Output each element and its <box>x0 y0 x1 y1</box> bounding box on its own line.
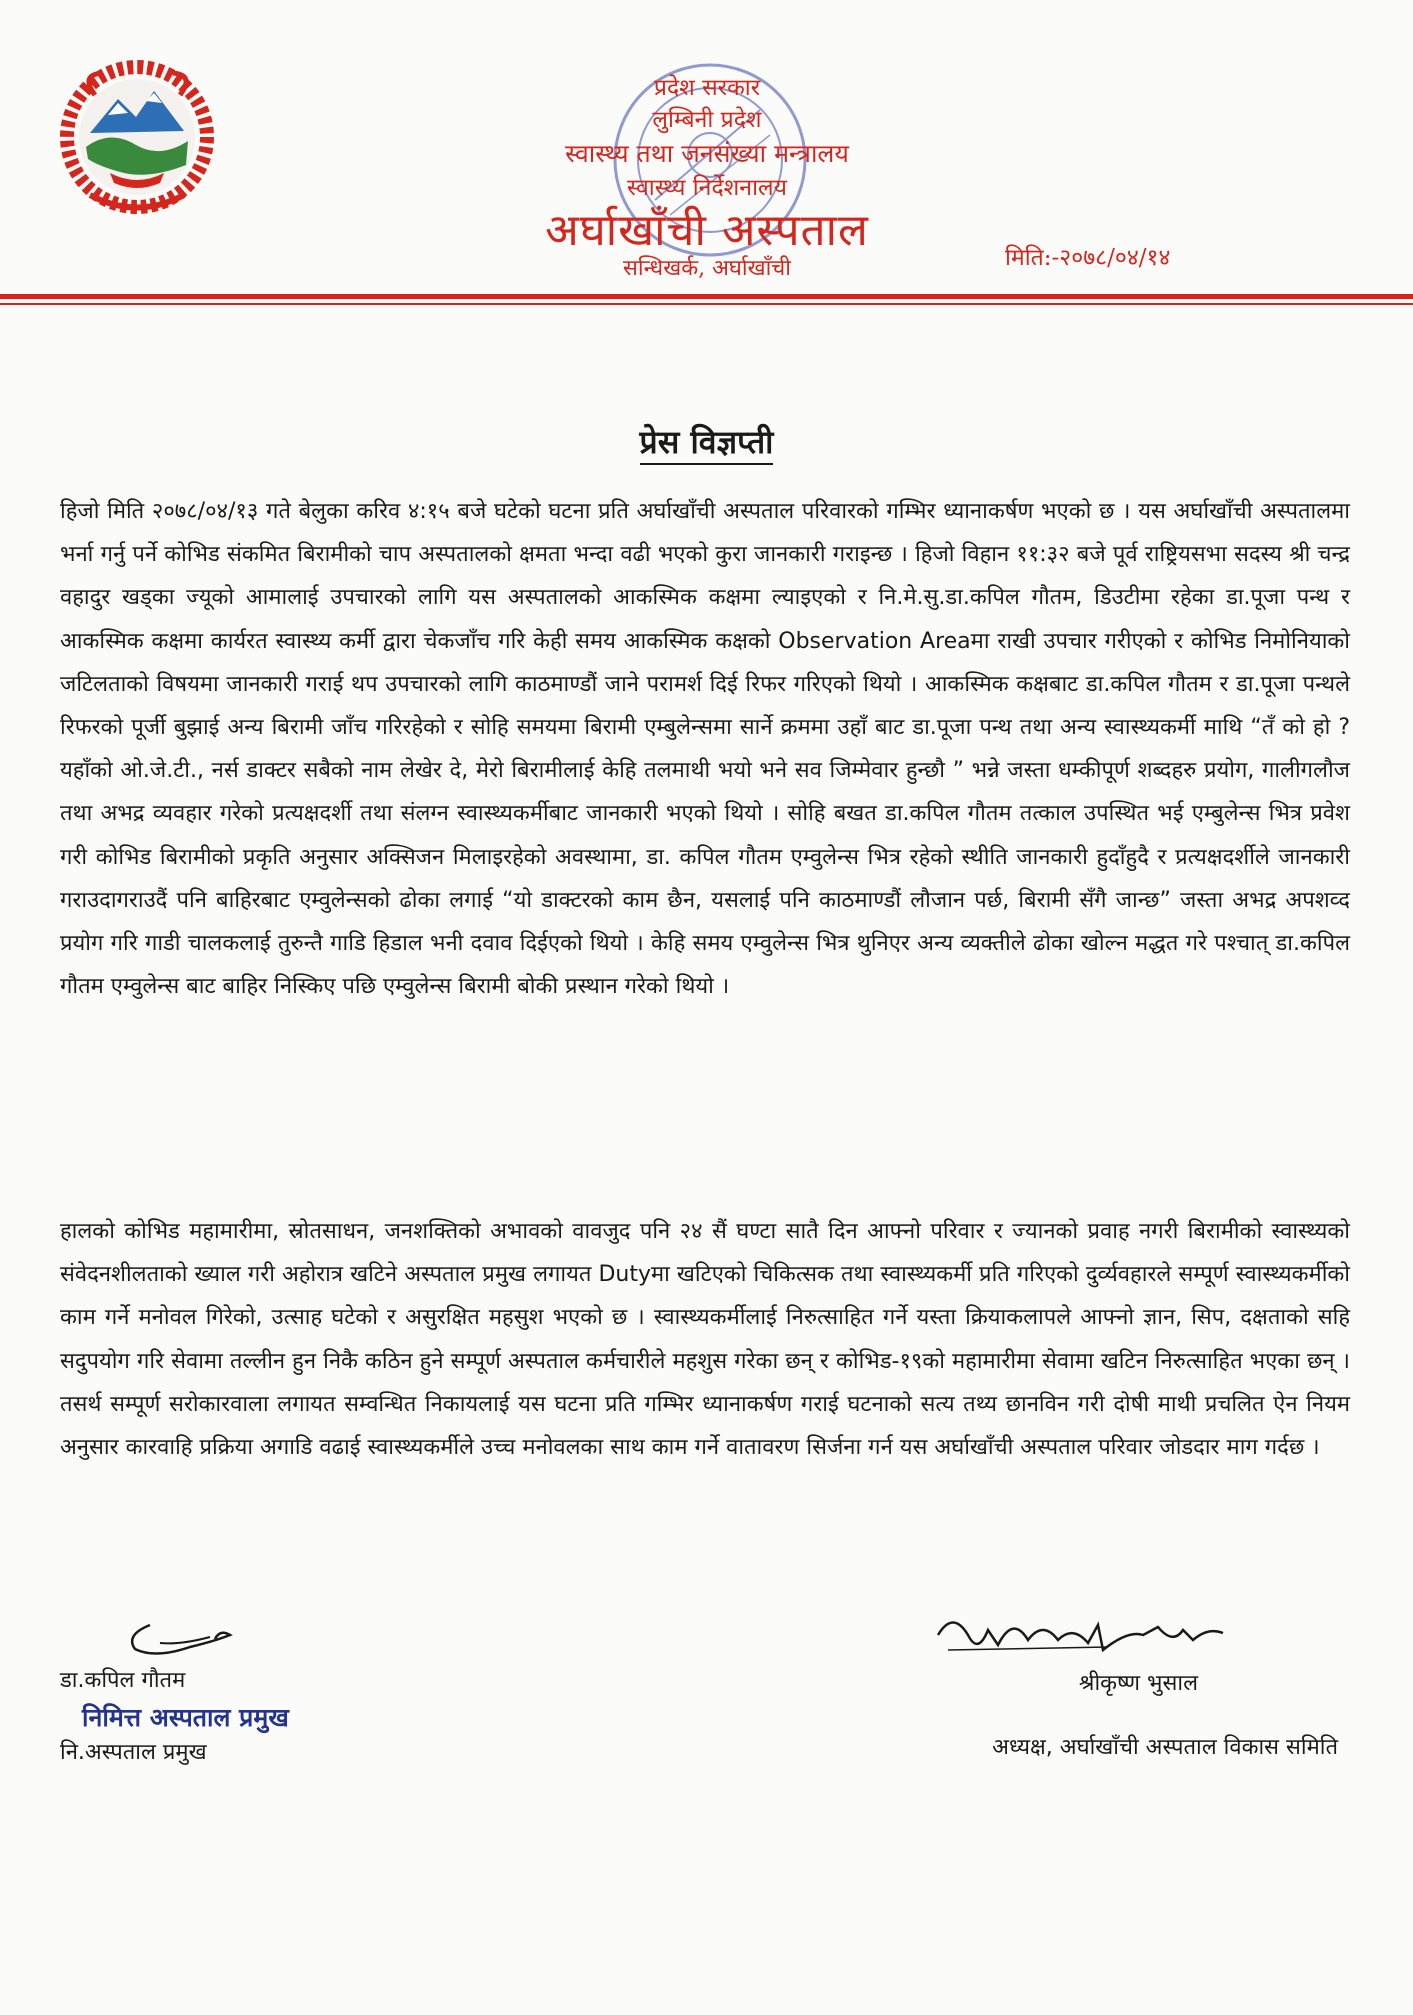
letterhead-government: प्रदेश सरकार <box>653 75 761 101</box>
document-title-wrapper <box>0 420 1413 463</box>
letterhead-divider-thin <box>0 303 1413 305</box>
body-paragraph-1: हिजो मिति २०७८/०४/१३ गते बेलुका करिव ४:१५ बजे घटेको घटना प्रति अर्घाखाँची अस्पताल परिवारको गम्भिर ध्यानाकर्षण भएको छ । यस अर्घाखाँची अस्पतालमा भर्ना गर्नु पर्ने कोभिड संकमित बिरामीको चाप अस्पतालको क्षमता भन्दा वढी भएको कुरा जानकारी गराइन्छ । हिजो विहान ११:३२ बजे पूर्व राष्ट्रियसभा सदस्य श्री चन्द्र वहादुर खड्का ज्यूको आमालाई उपचारको लागि यस अस्पतालको आकस्मिक कक्षमा ल्याइएको र नि.मे.सु.डा.कपिल गौतम, डिउटीमा रहेका डा.पूजा पन्थ र आकस्मिक कक्षमा कार्यरत स्वास्थ्य कर्मी द्वारा चेकजाँच गरि केही समय आकस्मिक कक्षको Observation Areaमा राखी उपचार गरीएको र कोभिड निमोनियाको जटिलताको विषयमा जानकारी गराई थप उपचारको लागि काठमाण्डौं जाने परामर्श दिई रिफर गरिएको थियो । आकस्मिक कक्षबाट डा.कपिल गौतम र डा.पूजा पन्थले रिफरको पूर्जी बुझाई अन्य बिरामी जाँच गरिरहेको र सोहि समयमा बिरामी एम्बुलेन्समा सार्ने क्रममा उहाँ बाट डा.पूजा पन्थ तथा अन्य स्वास्थ्यकर्मी माथि “तँ को हो ? यहाँको ओ.जे.टी., नर्स डाक्टर सबैको नाम लेखेर दे, मेरो बिरामीलाई केहि तलमाथी भयो भने सव जिम्मेवार हुन्छौ ” भन्ने जस्ता धम्कीपूर्ण शब्दहरु प्रयोग, गालीगलौज तथा अभद्र व्यवहार गरेको प्रत्यक्षदर्शी तथा संलग्न स्वास्थ्यकर्मीबाट जानकारी भएको थियो । सोहि बखत डा.कपिल गौतम तत्काल उपस्थित भई एम्बुलेन्स भित्र प्रवेश गरी कोभिड बिरामीको प्रकृति अनुसार अक्सिजन मिलाइरहेको अवस्थामा, डा. कपिल गौतम एम्वुलेन्स भित्र रहेको स्थीति जानकारी हुदाँहुदै र प्रत्यक्षदर्शीले जानकारी गराउदागराउदैं पनि बाहिरबाट एम्वुलेन्सको ढोका लगाई “यो डाक्टरको काम छैन, यसलाई पनि काठमाण्डौं लौजान पर्छ, बिरामी सँगै जान्छ” जस्ता अभद्र अपशव्द प्रयोग गरि गाडी चालकलाई तुरुन्तै गाडि हिडाल भनी दवाव दिईएको थियो । केहि समय एम्वुलेन्स भित्र थुनिएर अन्य व्यक्तीले ढोका खोल्न मद्धत गरे पश्चात् डा.कपिल गौतम एम्वुलेन्स बाट बाहिर निस्किए पछि एम्वुलेन्स बिरामी बोकी प्रस्थान गरेको थियो । <box>60 499 1350 1000</box>
hospital-name: अर्घाखाँची अस्पताल <box>545 205 869 256</box>
nepal-emblem-icon <box>50 55 225 220</box>
document-date: मिति:-२०७८/०४/१४ <box>1005 245 1171 271</box>
body-paragraph-2: हालको कोभिड महामारीमा, स्रोतसाधन, जनशक्तिको अभावको वावजुद पनि २४ सैं घण्टा सातै दिन आफ्नो परिवार र ज्यानको प्रवाह नगरी बिरामीको स्वास्थ्यको संवेदनशीलताको ख्याल गरी अहोरात्र खटिने अस्पताल प्रमुख लगायत Dutyमा खटिएको चिकित्सक तथा स्वास्थ्यकर्मी प्रति गरिएको दुर्व्यवहारले सम्पूर्ण स्वास्थ्यकर्मीको काम गर्ने मनोवल गिरेको, उत्साह घटेको र असुरक्षित महसुश भएको छ । स्वास्थ्यकर्मीलाई निरुत्साहित गर्ने यस्ता क्रियाकलापले आफ्नो ज्ञान, सिप, दक्षताको सहि सदुपयोग गरि सेवामा तल्लीन हुन निकै कठिन हुने सम्पूर्ण अस्पताल कर्मचारीले महशुस गरेका छन् र कोभिड-१९को महामारीमा सेवामा खटिन निरुत्साहित भएका छन् । तसर्थ सम्पूर्ण सरोकारवाला लगायत सम्वन्धित निकायलाई यस घटना प्रति गम्भिर ध्यानाकर्षण गराई घटनाको सत्य तथ्य छानविन गरी दोषी माथी प्रचलित ऐन नियम अनुसार कारवाहि प्रक्रिया अगाडि वढाई स्वास्थ्यकर्मीले उच्च मनोवलका साथ काम गर्ने वातावरण सिर्जना गर्न यस अर्घाखाँची अस्पताल परिवार जोडदार माग गर्दछ । <box>60 1219 1350 1461</box>
signatory-right-title: अध्यक्ष, अर्घाखाँची अस्पताल विकास समिति <box>992 1735 1338 1760</box>
letterhead-directorate: स्वास्थ्य निर्देशनालय <box>627 175 787 201</box>
hospital-address: सन्धिखर्क, अर्घाखाँची <box>623 256 791 281</box>
letterhead-province: लुम्बिनी प्रदेश <box>652 107 762 133</box>
signature-left-icon <box>120 1615 240 1660</box>
signature-block-left <box>60 1615 289 1766</box>
signature-right-icon <box>928 1605 1228 1665</box>
letterhead-divider <box>0 294 1413 299</box>
signatory-left-name: डा.कपिल गौतम <box>60 1668 186 1693</box>
signatory-right-name: श्रीकृष्ण भुसाल <box>1078 1671 1198 1696</box>
signatory-left-seal: निमित्त अस्पताल प्रमुख <box>82 1703 289 1732</box>
signature-block-right <box>928 1605 1338 1761</box>
letterhead-ministry: स्वास्थ्य तथा जनसंख्या मन्त्रालय <box>565 139 849 168</box>
document-title: प्रेस विज्ञप्ती <box>640 423 774 465</box>
signatory-left-title: नि.अस्पताल प्रमुख <box>60 1740 207 1765</box>
